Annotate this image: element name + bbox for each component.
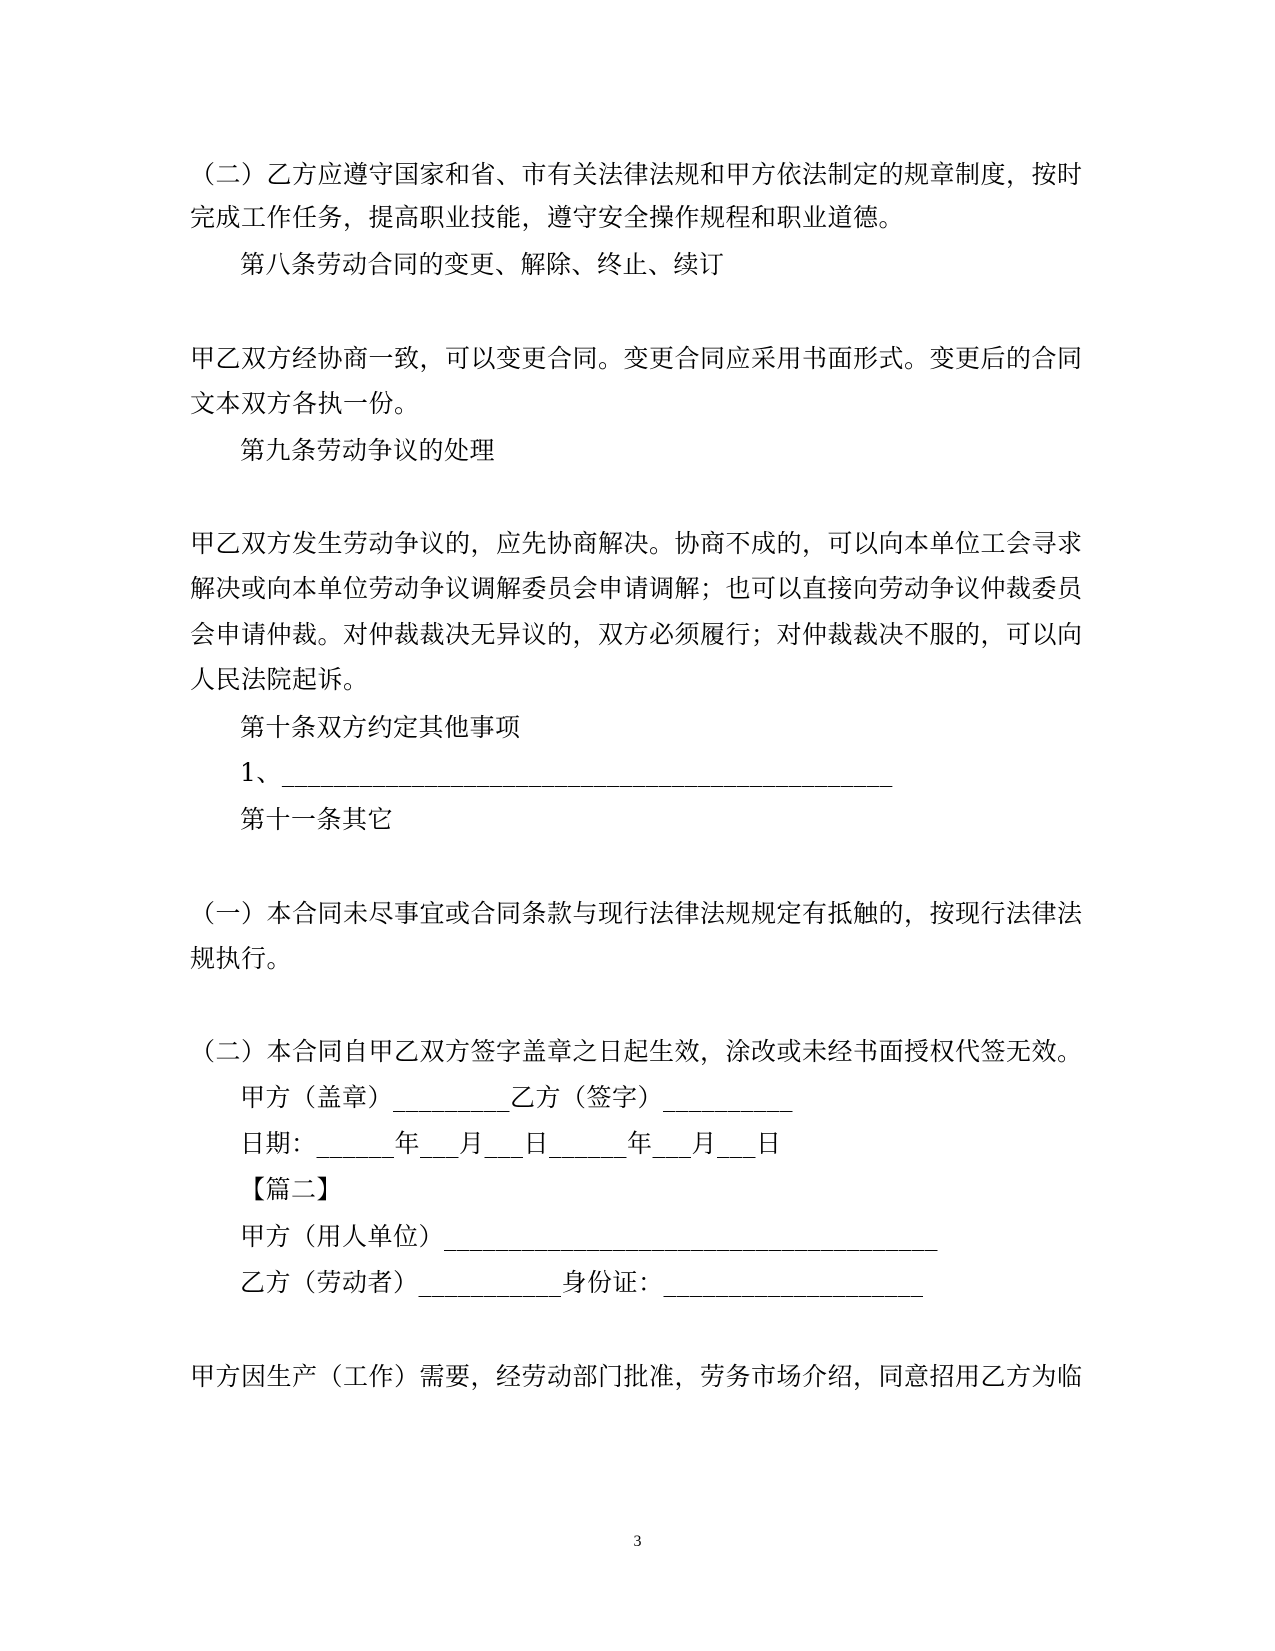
paragraph-line: 人民法院起诉。 xyxy=(190,665,369,694)
paragraph-line: （一）本合同未尽事宜或合同条款与现行法律法规规定有抵触的，按现行法律法 xyxy=(190,899,1083,928)
section-heading: 第八条劳动合同的变更、解除、终止、续订 xyxy=(240,250,725,279)
paragraph-line: 完成工作任务，提高职业技能，遵守安全操作规程和职业道德。 xyxy=(190,203,905,232)
section-heading: 第十一条其它 xyxy=(240,805,394,834)
blank-fill-line: 1、_______________________________________________ xyxy=(240,758,893,787)
paragraph-line: 甲乙双方发生劳动争议的，应先协商解决。协商不成的，可以向本单位工会寻求 xyxy=(190,529,1083,558)
section-heading: 第九条劳动争议的处理 xyxy=(240,436,496,465)
date-line: 日期：______年___月___日______年___月___日 xyxy=(240,1129,782,1158)
paragraph-line: 甲乙双方经协商一致，可以变更合同。变更合同应采用书面形式。变更后的合同 xyxy=(190,344,1083,373)
paragraph-line: 规执行。 xyxy=(190,944,293,973)
paragraph-line: （二）本合同自甲乙双方签字盖章之日起生效，涂改或未经书面授权代签无效。 xyxy=(190,1037,1083,1066)
paragraph-line: 会申请仲裁。对仲裁裁决无异议的，双方必须履行；对仲裁裁决不服的，可以向 xyxy=(190,620,1083,649)
part-heading: 【篇二】 xyxy=(240,1175,343,1204)
party-b-line: 乙方（劳动者）___________身份证：____________________ xyxy=(240,1268,924,1297)
paragraph-line: 文本双方各执一份。 xyxy=(190,389,420,418)
paragraph-line: 甲方因生产（工作）需要，经劳动部门批准，劳务市场介绍，同意招用乙方为临 xyxy=(190,1362,1083,1391)
signature-line: 甲方（盖章）_________乙方（签字）__________ xyxy=(240,1083,794,1112)
section-heading: 第十条双方约定其他事项 xyxy=(240,713,521,742)
party-a-line: 甲方（用人单位）______________________________________ xyxy=(240,1222,939,1251)
paragraph-line: 解决或向本单位劳动争议调解委员会申请调解；也可以直接向劳动争议仲裁委员 xyxy=(190,574,1083,603)
page-number: 3 xyxy=(633,1533,642,1550)
paragraph-line: （二）乙方应遵守国家和省、市有关法律法规和甲方依法制定的规章制度，按时 xyxy=(190,160,1083,189)
